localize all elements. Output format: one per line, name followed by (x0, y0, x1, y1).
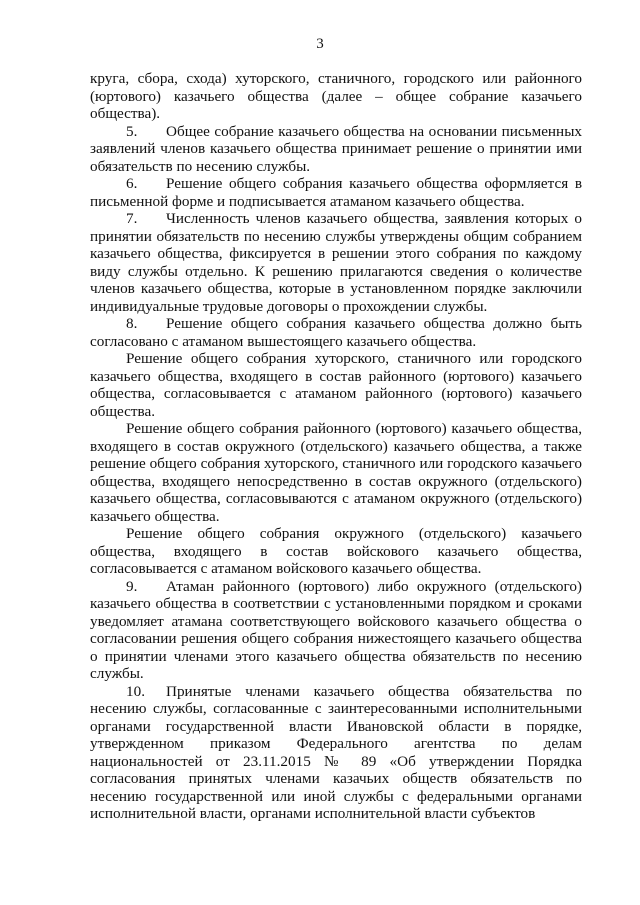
paragraph-text: Атаман районного (юртового) либо окружного (отдельского) казачьего общества в соответствии с установленными порядком и сроками уведомляет атамана соответствующего войскового казачьего общества о согласовании решения общего собрания нижестоящего казачьего общества о принятии членами этого казачьего общества обязательств по несению службы. (90, 577, 582, 682)
paragraph-item-6 (90, 175, 582, 210)
paragraph-item-8 (90, 315, 582, 350)
paragraph-number: 9. (126, 577, 138, 595)
paragraph-number: 8. (126, 315, 138, 332)
paragraph-khutor-approval (90, 350, 582, 420)
paragraph-continuation (90, 70, 582, 123)
paragraph-item-7 (90, 210, 582, 315)
paragraph-okrug-approval (90, 525, 582, 578)
paragraph-item-9 (90, 578, 582, 683)
paragraph-number: 6. (126, 175, 138, 192)
paragraph-text: Решение общего собрания казачьего общества должно быть согласовано с атаманом вышестоящего казачьего общества. (90, 315, 582, 350)
paragraph-item-5 (90, 123, 582, 176)
paragraph-text: Принятые членами казачьего общества обязательства по несению службы, согласованные с заинтересованными исполнительными органами государственной власти Ивановской области в порядке, утвержденном приказом Федерального агентства по делам национальностей от 23.11.2015 № 89 «Об утверждении Порядка согласования принятых членами казачьих обществ обязательств по несению государственной или иной службы с федеральными органами исполнительной власти, органами исполнительной власти субъектов (90, 682, 582, 822)
document-body (90, 70, 582, 823)
paragraph-number: 5. (126, 122, 138, 140)
paragraph-text: Решение общего собрания окружного (отдельского) казачьего общества, входящего в состав войскового казачьего общества, согласовывается с атаманом войскового казачьего общества. (90, 525, 582, 577)
paragraph-item-10 (90, 683, 582, 823)
page-number: 3 (316, 36, 324, 52)
paragraph-text: Общее собрание казачьего общества на основании письменных заявлений членов казачьего общества принимает решение о принятии ими обязательств по несению службы. (90, 122, 582, 175)
paragraph-text: Решение общего собрания хуторского, станичного или городского казачьего общества, входящего в состав районного (юртового) казачьего общества, согласовывается с атаманом районного (юртового) казачьего общества. (90, 350, 582, 420)
paragraph-number: 7. (126, 210, 138, 227)
paragraph-text: Решение общего собрания казачьего общества оформляется в письменной форме и подписывается атаманом казачьего общества. (90, 175, 582, 210)
paragraph-text: Решение общего собрания районного (юртового) казачьего общества, входящего в состав окружного (отдельского) казачьего общества, а также решение общего собрания хуторского, станичного или городского казачьего общества, входящего непосредственно в состав окружного (отдельского) казачьего общества, согласовываются с атаманом окружного (отдельского) казачьего общества. (90, 420, 582, 525)
paragraph-number: 10. (126, 682, 145, 700)
paragraph-district-approval (90, 420, 582, 525)
paragraph-text: Численность членов казачьего общества, заявления которых о принятии обязательств по несению службы утверждены общим собранием казачьего общества, фиксируется в решении этого собрания по каждому виду службы отдельно. К решению прилагаются сведения о количестве членов казачьего общества, которые в установленном порядке заключили индивидуальные трудовые договоры о прохождении службы. (90, 210, 582, 315)
paragraph-text: круга, сбора, схода) хуторского, станичного, городского или районного (юртового) казачьего общества (далее – общее собрание казачьего общества). (90, 70, 582, 122)
